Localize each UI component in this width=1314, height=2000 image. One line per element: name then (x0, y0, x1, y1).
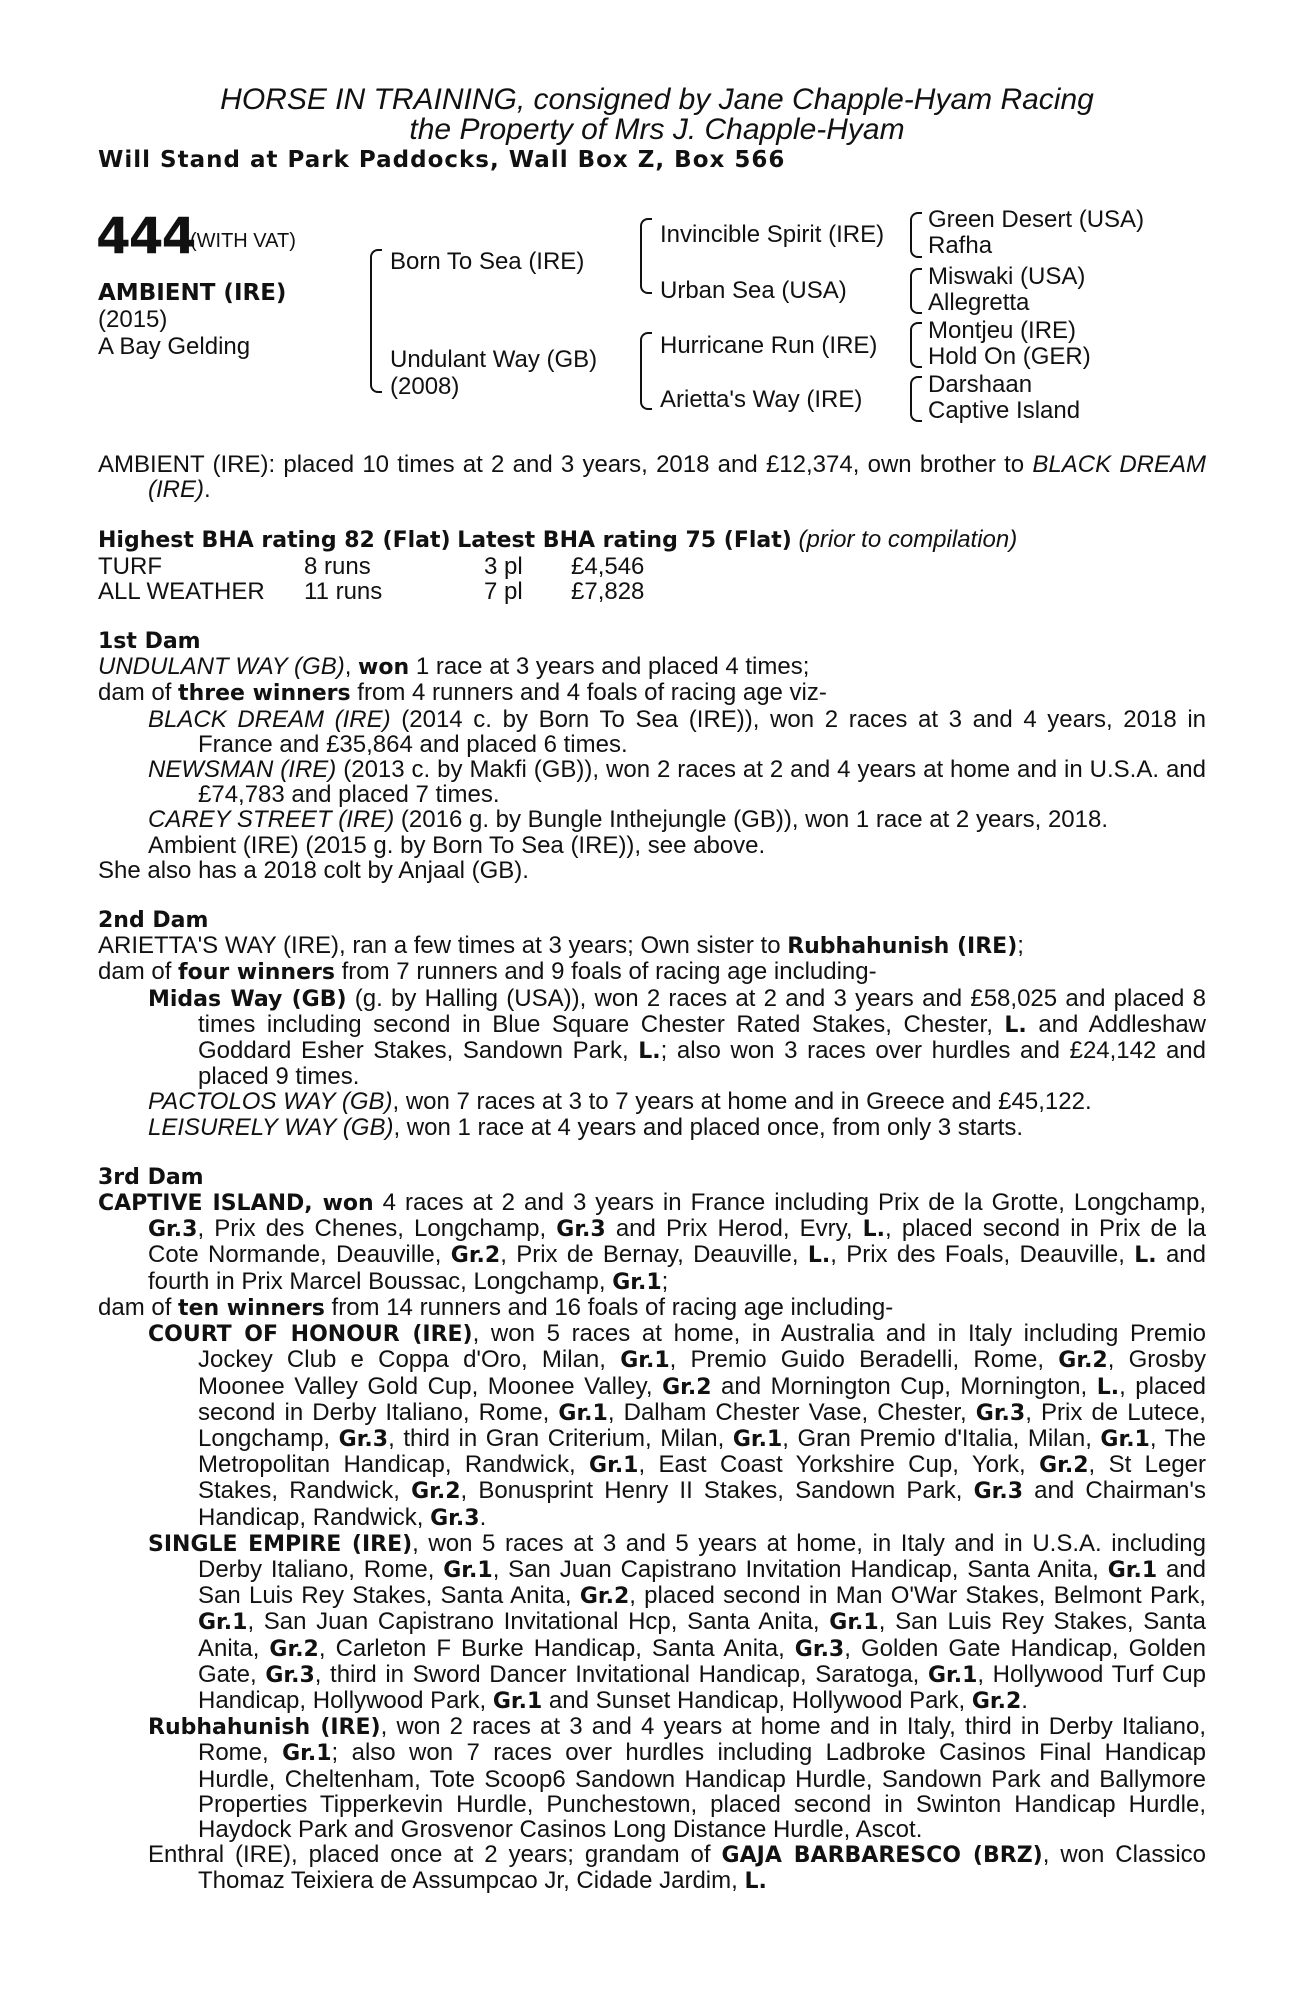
first-dam-produce-intro: dam of three winners from 4 runners and 4 foals of racing age viz- (98, 679, 827, 707)
third-dam-produce-enthral: Enthral (IRE), placed once at 2 years; grandam of GAJA BARBARESCO (BRZ), won Classico Thomaz Teixiera de Assumpcao Jr, Cidade Jardim, L. (148, 1841, 1207, 1895)
second-dam-produce-intro: dam of four winners from 7 runners and 9 foals of racing age including- (98, 958, 877, 986)
first-dam-also: She also has a 2018 colt by Anjaal (GB). (98, 856, 529, 884)
consignor-line: HORSE IN TRAINING, consigned by Jane Chapple-Hyam Racing (220, 83, 1094, 116)
vat-note: (WITH VAT) (190, 230, 296, 252)
racing-summary: AMBIENT (IRE): placed 10 times at 2 and 3 years, 2018 and £12,374, own brother to BLACK DREAM (IRE). (98, 451, 1206, 504)
pedigree-sss: Green Desert (USA) (928, 206, 1145, 233)
pedigree-dsd: Hold On (GER) (928, 343, 1091, 370)
rating-row-all-weather: ALL WEATHER 11 runs 7 pl £7,828 (98, 577, 645, 605)
rating-line: Highest BHA rating 82 (Flat) Latest BHA rating 75 (Flat) (prior to compilation) (98, 526, 1018, 554)
horse-name: AMBIENT (IRE) (98, 280, 287, 306)
pedigree-bracket-g3b (910, 268, 922, 314)
pedigree-dam-sire: Hurricane Run (IRE) (660, 332, 878, 359)
horse-year: (2015) (98, 306, 168, 333)
third-dam-line: CAPTIVE ISLAND, won 4 races at 2 and 3 years in France including Prix de la Grotte, Longchamp, Gr.3, Prix des Chenes, Longchamp, Gr.3 and Prix Herod, Evry, L., placed second in Prix de la Cote Normande, Deauville, Gr.2, Prix de Bernay, Deauville, L., Prix des Foals, Deauville, L. and fourth in Prix Marcel Boussac, Longchamp, Gr.1; (98, 1189, 1207, 1295)
rating-row-turf: TURF 8 runs 3 pl £4,546 (98, 552, 645, 580)
stabling-line: Will Stand at Park Paddocks, Wall Box Z, Box 566 (98, 147, 786, 173)
pedigree-dam-dam: Arietta's Way (IRE) (660, 386, 863, 413)
pedigree-dss: Montjeu (IRE) (928, 317, 1077, 344)
pedigree-sire: Born To Sea (IRE) (390, 248, 585, 275)
first-dam-produce-2: NEWSMAN (IRE) (2013 c. by Makfi (GB)), won 2 races at 2 and 4 years at home and in U.S.A. and £74,783 and placed 7 times. (148, 756, 1207, 809)
pedigree-ssd: Rafha (928, 232, 993, 259)
pedigree-bracket-gen1 (370, 249, 382, 393)
first-dam-heading: 1st Dam (98, 629, 201, 655)
pedigree-bracket-g3a (910, 212, 922, 258)
second-dam-produce-1: Midas Way (GB) (g. by Halling (USA)), won 2 races at 2 and 3 years and £58,025 and placed 8 times including second in Blue Square Chester Rated Stakes, Chester, L. and Addleshaw Goddard Esher Stakes, Sandown Park, L.; also won 3 races over hurdles and £24,142 and placed 9 times. (148, 984, 1206, 1091)
third-dam-produce-single-empire: SINGLE EMPIRE (IRE), won 5 races at 3 and 5 years at home, in Italy and in U.S.A. including Derby Italiano, Rome, Gr.1, San Juan Capistrano Invitation Handicap, Santa Anita, Gr.1 and San Luis Rey Stakes, Santa Anita, Gr.2, placed second in Man O'War Stakes, Belmont Park, Gr.1, San Juan Capistrano Invitational Hcp, Santa Anita, Gr.1, San Luis Rey Stakes, Santa Anita, Gr.2, Carleton F Burke Handicap, Santa Anita, Gr.3, Golden Gate Handicap, Golden Gate, Gr.3, third in Sword Dancer Invitational Handicap, Saratoga, Gr.1, Hollywood Turf Cup Handicap, Hollywood Park, Gr.1 and Sunset Handicap, Hollywood Park, Gr.2. (148, 1529, 1207, 1714)
pedigree-ddd: Captive Island (928, 397, 1081, 424)
first-dam-produce-1: BLACK DREAM (IRE) (2014 c. by Born To Sea (IRE)), won 2 races at 3 and 4 years, 2018 in France and £35,864 and placed 6 times. (148, 705, 1207, 758)
first-dam-produce-3: CAREY STREET (IRE) (2016 g. by Bungle Inthejungle (GB)), won 1 race at 2 years, 2018. (148, 806, 1109, 834)
pedigree-sdd: Allegretta (928, 289, 1030, 316)
brother-name: BLACK DREAM (IRE) (148, 451, 1206, 504)
pedigree-sire-sire: Invincible Spirit (IRE) (660, 221, 885, 248)
third-dam-produce-court-of-honour: COURT OF HONOUR (IRE), won 5 races at home, in Australia and in Italy including Premio Jockey Club e Coppa d'Oro, Milan, Gr.1, Premio Guido Beradelli, Rome, Gr.2, Grosby Moonee Valley Gold Cup, Moonee Valley, Gr.2 and Mornington Cup, Mornington, L., placed second in Derby Italiano, Rome, Gr.1, Dalham Chester Vase, Chester, Gr.3, Prix de Lutece, Longchamp, Gr.3, third in Gran Criterium, Milan, Gr.1, Gran Premio d'Italia, Milan, Gr.1, The Metropolitan Handicap, Randwick, Gr.1, East Coast Yorkshire Cup, York, Gr.2, St Leger Stakes, Randwick, Gr.2, Bonusprint Henry II Stakes, Sandown Park, Gr.3 and Chairman's Handicap, Randwick, Gr.3. (148, 1320, 1207, 1531)
pedigree-bracket-dam (640, 332, 652, 410)
lot-number: 444 (96, 207, 195, 265)
pedigree-dam: Undulant Way (GB) (390, 346, 598, 373)
first-dam-line: UNDULANT WAY (GB), won 1 race at 3 years and placed 4 times; (98, 653, 810, 681)
pedigree-bracket-sire (640, 218, 652, 294)
pedigree-sds: Miswaki (USA) (928, 263, 1086, 290)
first-dam-produce-4: Ambient (IRE) (2015 g. by Born To Sea (IRE)), see above. (148, 831, 766, 859)
second-dam-heading: 2nd Dam (98, 908, 209, 934)
pedigree-dam-year: (2008) (390, 373, 460, 400)
third-dam-heading: 3rd Dam (98, 1164, 204, 1190)
horse-description: A Bay Gelding (98, 333, 251, 360)
second-dam-produce-2: PACTOLOS WAY (GB), won 7 races at 3 to 7 years at home and in Greece and £45,122. (148, 1088, 1092, 1116)
pedigree-dds: Darshaan (928, 371, 1033, 398)
second-dam-produce-3: LEISURELY WAY (GB), won 1 race at 4 years and placed once, from only 3 starts. (148, 1113, 1024, 1141)
catalogue-body (98, 452, 1206, 1895)
pedigree-sire-dam: Urban Sea (USA) (660, 277, 847, 304)
property-line: the Property of Mrs J. Chapple-Hyam (409, 113, 905, 146)
pedigree-bracket-g3c (910, 322, 922, 368)
third-dam-produce-rubhahunish: Rubhahunish (IRE), won 2 races at 3 and 4 years at home and in Italy, third in Derby Italiano, Rome, Gr.1; also won 7 races over hurdles including Ladbroke Casinos Final Handicap Hurdle, Cheltenham, Tote Scoop6 Sandown Handicap Hurdle, Sandown Park and Ballymore Properties Tipperkevin Hurdle, Punchestown, placed second in Swinton Handicap Hurdle, Haydock Park and Grosvenor Casinos Long Distance Hurdle, Ascot. (148, 1713, 1207, 1843)
pedigree-bracket-g3d (910, 376, 922, 422)
third-dam-produce-intro: dam of ten winners from 14 runners and 16 foals of racing age including- (98, 1293, 894, 1321)
second-dam-line: ARIETTA'S WAY (IRE), ran a few times at 3 years; Own sister to Rubhahunish (IRE); (98, 932, 1024, 960)
